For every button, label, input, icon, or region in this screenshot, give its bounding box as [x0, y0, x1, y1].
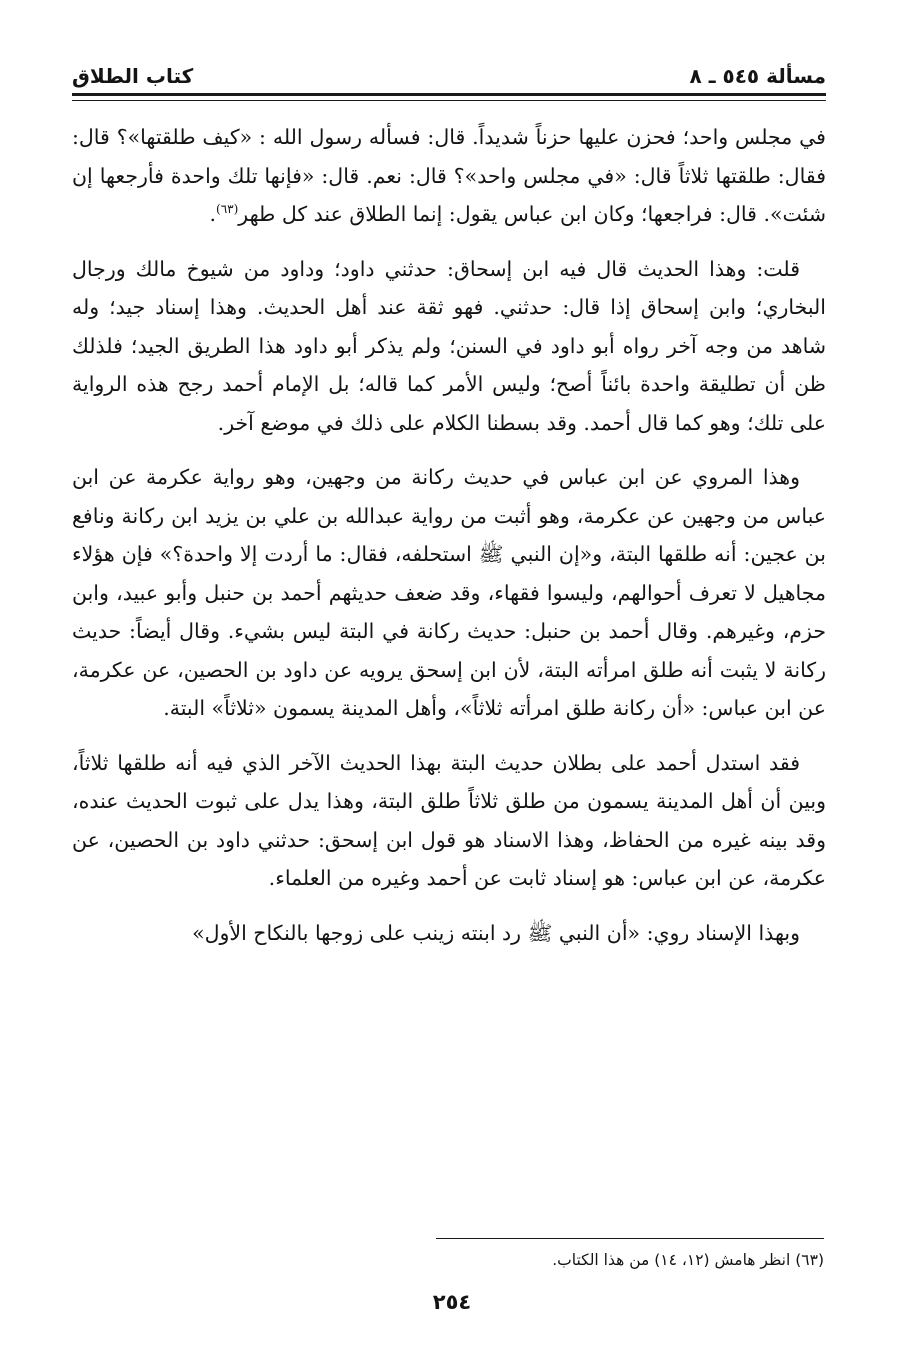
- footnote-separator: [436, 1238, 824, 1239]
- header-rule-thin: [72, 100, 826, 101]
- header-rule-thick: [72, 93, 826, 96]
- paragraph: فقد استدل أحمد على بطلان حديث البتة بهذا الحديث الآخر الذي فيه أنه طلقها ثلاثاً، وبين أن أهل المدينة يسمون من طلق ثلاثاً طلق البتة، وهذا يدل على ثبوت الحديث عنده، وقد بينه غيره من الحفاظ، وهذا الاسناد هو قول ابن إسحق: حدثني داود بن الحصين، عن عكرمة، عن ابن عباس: هو إسناد ثابت عن أحمد وغيره من العلماء.: [72, 750, 826, 890]
- page-number: ٢٥٤: [432, 1290, 472, 1314]
- page-body: [72, 118, 826, 968]
- paragraph-text: في مجلس واحد؛ فحزن عليها حزناً شديداً. قال: فسأله رسول الله : «كيف طلقتها»؟ قال: فقال: طلقتها ثلاثاً قال: «في مجلس واحد»؟ قال: نعم. قال: «فإنها تلك واحدة فأرجعها إن شئت». قال: فراجعها؛ وكان ابن عباس يقول: إنما الطلاق عند كل طهر: [72, 125, 826, 226]
- paragraph: وبهذا الإسناد روي: «أن النبي ﷺ رد ابنته زينب على زوجها بالنكاح الأول»: [192, 920, 800, 945]
- footnote: (٦٣) انظر هامش (١٢، ١٤) من هذا الكتاب.: [552, 1251, 824, 1269]
- header-issue-number: مسألة ٥٤٥ ـ ٨: [689, 64, 826, 88]
- footnote-reference[interactable]: (٦٣): [216, 202, 239, 217]
- paragraph: [72, 118, 826, 234]
- paragraph-tail: .: [209, 202, 217, 226]
- running-header: [72, 48, 826, 88]
- paragraph: قلت: وهذا الحديث قال فيه ابن إسحاق: حدثني داود؛ وداود من شيوخ مالك ورجال البخاري؛ وابن إسحاق إذا قال: حدثني. فهو ثقة عند أهل الحديث. وهذا إسناد جيد؛ وله شاهد من وجه آخر رواه أبو داود في السنن؛ ولم يذكر أبو داود هذا الطريق الجيد؛ فلذلك ظن أن تطليقة واحدة بائناً أصح؛ وليس الأمر كما قاله؛ بل الإمام أحمد رجح هذه الرواية على تلك؛ وهو كما قال أحمد. وقد بسطنا الكلام على ذلك في موضع آخر.: [72, 256, 826, 435]
- paragraph: وهذا المروي عن ابن عباس في حديث ركانة من وجهين، وهو رواية عكرمة عن ابن عباس من وجهين عن عكرمة، وهو أثبت من رواية عبدالله بن علي بن يزيد ابن ركانة ونافع بن عجين: أنه طلقها البتة، و«إن النبي ﷺ استحلفه، فقال: ما أردت إلا واحدة؟» فإن هؤلاء مجاهيل لا تعرف أحوالهم، وليسوا فقهاء، وقد ضعف حديثهم أحمد بن حنبل وأبو عبيد، وابن حزم، وغيرهم. وقال أحمد بن حنبل: حديث ركانة في البتة ليس بشيء. وقال أيضاً: حديث ركانة لا يثبت أنه طلق امرأته البتة، لأن ابن إسحق يرويه عن داود بن الحصين، عن عكرمة، عن ابن عباس: «أن ركانة طلق امرأته ثلاثاً»، وأهل المدينة يسمون «ثلاثاً» البتة.: [72, 465, 826, 720]
- header-book-title: كتاب الطلاق: [72, 64, 194, 88]
